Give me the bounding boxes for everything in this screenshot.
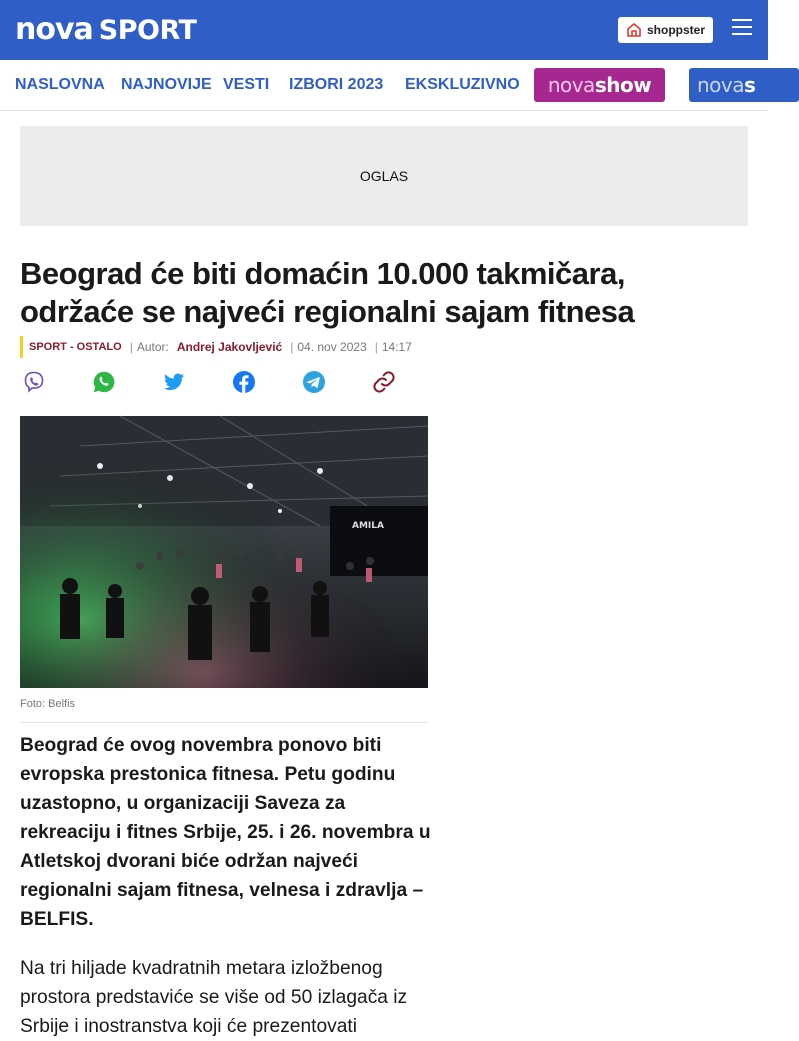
article-lead: Beograd će ovog novembra ponovo biti evropska prestonica fitnesa. Petu godinu uzastopno, u organizaciji Saveza za rekreaciju i fitnes Srbije, 25. i 26. novembra u Atletskoj dvorani biće održan najveći regionalni sajam fitnesa, velnesa i zdravlja – BELFIS. [20,735,431,930]
article-date: 04. nov 2023 [297,340,367,354]
nav-item-naslovna[interactable]: NASLOVNA [15,76,105,93]
divider [20,722,428,723]
meta-separator: | [129,340,133,354]
share-bar [22,370,396,396]
category-link[interactable]: SPORT - OSTALO [29,341,122,353]
shoppster-button[interactable] [618,17,713,43]
ad-banner [20,126,748,226]
hamburger-menu-icon[interactable] [732,19,754,41]
ad-label: OGLAS [359,168,409,184]
novas-s: s [744,73,756,97]
article-photo[interactable] [20,416,428,688]
telegram-icon[interactable] [302,370,326,396]
novas-nova: nova [697,73,745,97]
whatsapp-icon[interactable] [92,370,116,396]
nav-item-vesti[interactable]: VESTI [223,76,270,93]
article-body: Na tri hiljade kvadratnih metara izložbenog prostora predstaviće se više od 50 izlagača iz Srbije i inostranstva koji će prezentovati [20,958,408,1037]
link-icon[interactable] [372,370,396,396]
logo-sport: SPORT [98,15,197,46]
nova-sport-logo[interactable] [15,14,196,46]
twitter-icon[interactable] [162,370,186,396]
shoppster-icon [626,22,642,38]
facebook-icon[interactable] [232,370,256,396]
author-link[interactable]: Andrej Jakovljević [176,340,283,354]
article-time: 14:17 [381,340,412,354]
main-nav [0,60,768,111]
nav-item-najnovije[interactable]: NAJNOVIJE [121,76,212,93]
article-title: Beograd će biti domaćin 10.000 takmičara, održaće se najveći regionalni sajam fitnesa [20,256,635,329]
meta-separator: | [290,340,294,354]
viber-icon[interactable] [22,370,46,396]
nav-item-ekskluzivno[interactable]: EKSKLUZIVNO [405,76,520,93]
article-meta [20,336,412,358]
photo-caption: Foto: Belfis [20,698,76,710]
shoppster-label: shoppster [646,23,705,37]
meta-separator: | [374,340,378,354]
logo-nova: nova [15,12,93,47]
fitness-event-photo [20,416,428,688]
nav-item-novas[interactable] [689,68,799,102]
novashow-nova: nova [547,73,595,97]
author-label: Autor: [136,340,169,354]
novashow-show: show [594,73,652,97]
nav-item-novashow[interactable] [534,68,665,102]
nav-item-izbori-2023[interactable]: IZBORI 2023 [289,76,384,93]
top-bar [0,0,768,60]
